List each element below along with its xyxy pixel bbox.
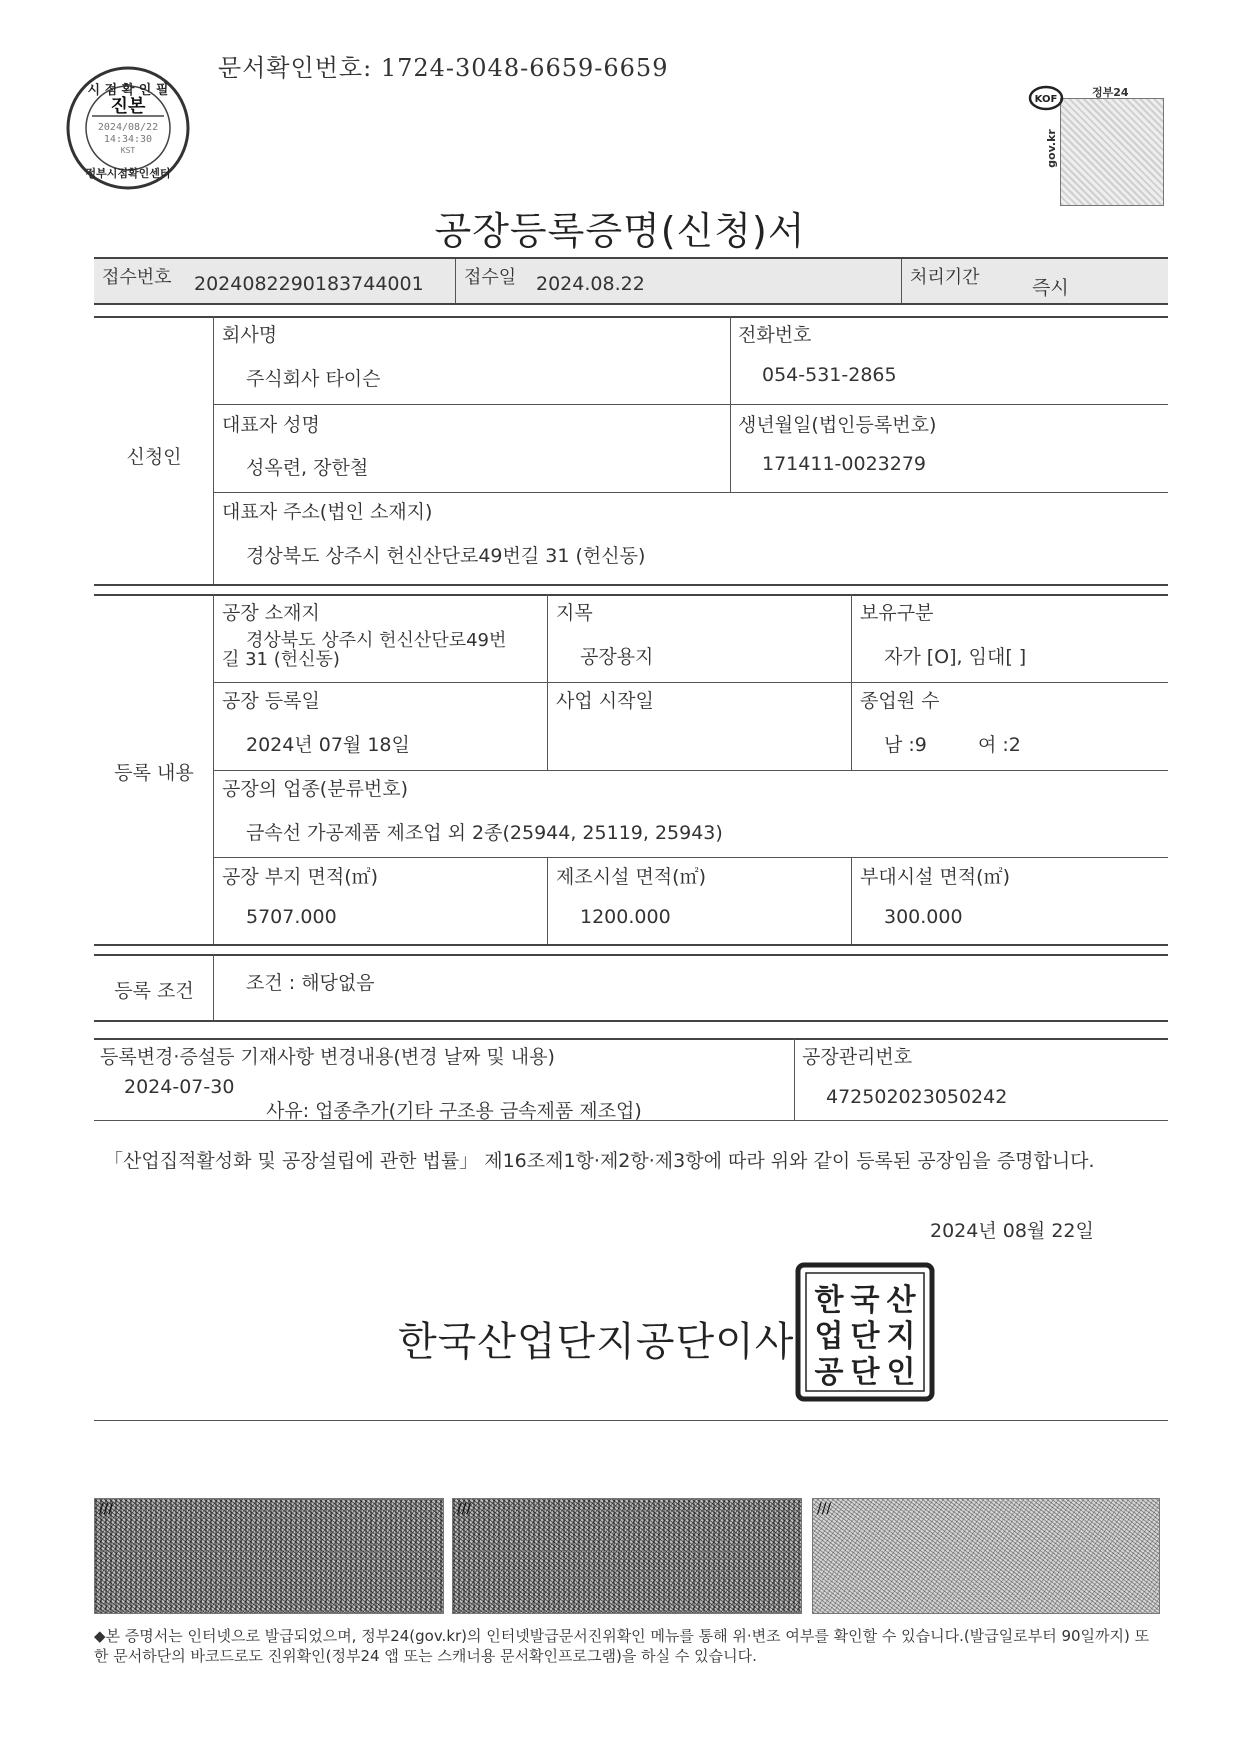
applicant-section-label: 신청인 [126, 446, 182, 468]
svg-text:단: 단 [850, 1319, 880, 1354]
svg-text:국: 국 [850, 1283, 880, 1318]
stamp-center-text: 진본 [110, 96, 146, 117]
document-title: 공장등록증명(신청)서 [434, 209, 806, 253]
factory-location-line2: 길 31 (헌신동) [222, 649, 340, 670]
employees-label: 종업원 수 [860, 690, 940, 712]
company-name: 주식회사 타이슨 [246, 368, 381, 390]
receipt-number: 2024082290183744001 [194, 273, 424, 295]
manufacturing-area: 1200.000 [580, 906, 671, 928]
stamp-bottom-text: 정부시점확인센터 [85, 167, 171, 180]
representative-name: 성옥련, 장한철 [246, 457, 369, 479]
issue-date: 2024년 08월 22일 [930, 1220, 1094, 1242]
representative-address-label: 대표자 주소(법인 소재지) [222, 501, 433, 523]
factory-management-number: 472502023050242 [826, 1086, 1008, 1108]
receipt-date: 2024.08.22 [536, 273, 645, 295]
auxiliary-area: 300.000 [884, 906, 963, 928]
verification-barcode-3: /// [812, 1498, 1160, 1614]
business-start-label: 사업 시작일 [556, 690, 654, 712]
receipt-header [94, 257, 1168, 305]
svg-text:한: 한 [814, 1283, 844, 1318]
registration-condition: 조건 : 해당없음 [246, 972, 375, 994]
stamp-tz: KST [120, 146, 136, 155]
gov24-url: gov.kr [1044, 129, 1058, 168]
svg-text:지: 지 [886, 1319, 916, 1354]
change-date: 2024-07-30 [124, 1076, 235, 1098]
employees-male: 남 :9 [884, 734, 927, 756]
kof-logo-icon [1028, 84, 1064, 112]
birth-date-label: 생년월일(법인등록번호) [738, 414, 937, 436]
svg-text:산: 산 [886, 1283, 916, 1318]
gov24-verification-badge [1030, 80, 1166, 208]
auxiliary-area-label: 부대시설 면적(㎡) [860, 866, 1010, 888]
document-confirmation-number: 문서확인번호: 1724-3048-6659-6659 [218, 54, 669, 82]
change-reason: 사유: 업종추가(기타 구조용 금속제품 제조업) [266, 1100, 642, 1122]
ownership: 자가 [O], 임대[ ] [884, 646, 1027, 668]
site-area: 5707.000 [246, 906, 337, 928]
representative-address: 경상북도 상주시 헌신산단로49번길 31 (헌신동) [246, 545, 646, 567]
svg-text:인: 인 [886, 1355, 916, 1390]
processing-period: 즉시 [1032, 277, 1069, 299]
condition-section-label: 등록 조건 [114, 980, 194, 1002]
verification-barcode-2: /// [452, 1498, 802, 1614]
registration-section-label: 등록 내용 [114, 762, 194, 784]
industry: 금속선 가공제품 제조업 외 2종(25944, 25119, 25943) [246, 822, 723, 844]
factory-management-number-label: 공장관리번호 [802, 1046, 913, 1068]
official-seal [795, 1262, 935, 1402]
factory-location-label: 공장 소재지 [222, 602, 320, 624]
factory-location-line1: 경상북도 상주시 헌신산단로49번 [246, 630, 507, 651]
gov24-label: 정부24 [1092, 86, 1129, 99]
changes-label: 등록변경·증설등 기재사항 변경내용(변경 날짜 및 내용) [100, 1046, 555, 1068]
site-area-label: 공장 부지 면적(㎡) [222, 866, 379, 888]
land-category-label: 지목 [556, 602, 593, 624]
stamp-top-text: 시 점 확 인 필 [87, 83, 169, 98]
ownership-label: 보유구분 [860, 602, 934, 624]
land-category: 공장용지 [580, 646, 654, 668]
registration-date-label: 공장 등록일 [222, 690, 320, 712]
registration-date: 2024년 07월 18일 [246, 734, 410, 756]
processing-period-label: 처리기간 [910, 267, 980, 288]
employees-female: 여 :2 [978, 734, 1021, 756]
manufacturing-area-label: 제조시설 면적(㎡) [556, 866, 706, 888]
receipt-date-label: 접수일 [464, 267, 517, 288]
corporate-registration-number: 171411-0023279 [762, 453, 927, 475]
receipt-number-label: 접수번호 [102, 267, 172, 288]
certification-statement: 「산업집적활성화 및 공장설립에 관한 법률」 제16조제1항·제2항·제3항에 따라 위와 같이 등록된 공장임을 증명합니다. [104, 1150, 1095, 1172]
svg-text:단: 단 [850, 1355, 880, 1390]
verification-footnote: ◆본 증명서는 인터넷으로 발급되었으며, 정부24(gov.kr)의 인터넷발급문서진위확인 메뉴를 통해 위·변조 여부를 확인할 수 있습니다.(발급일로부터 90일까지) 또한 문서하단의 바코드로도 진위확인(정부24 앱 또는 스캐너용 문서확인프로그램)을 하실 수 있습니다. [94, 1627, 1150, 1665]
svg-text:업: 업 [814, 1319, 844, 1354]
phone-label: 전화번호 [738, 324, 812, 346]
authenticity-stamp [64, 64, 192, 192]
company-name-label: 회사명 [222, 324, 278, 346]
issuer-name: 한국산업단지공단이사 [398, 1319, 795, 1365]
svg-text:KOF: KOF [1034, 94, 1058, 105]
representative-label: 대표자 성명 [222, 414, 320, 436]
phone-number: 054-531-2865 [762, 364, 897, 386]
industry-label: 공장의 업종(분류번호) [222, 778, 409, 800]
stamp-date: 2024/08/22 [97, 122, 159, 133]
stamp-time: 14:34:30 [103, 134, 153, 145]
verification-qr-code [1060, 98, 1164, 206]
svg-text:공: 공 [814, 1355, 844, 1390]
verification-barcode-1: /// [94, 1498, 444, 1614]
